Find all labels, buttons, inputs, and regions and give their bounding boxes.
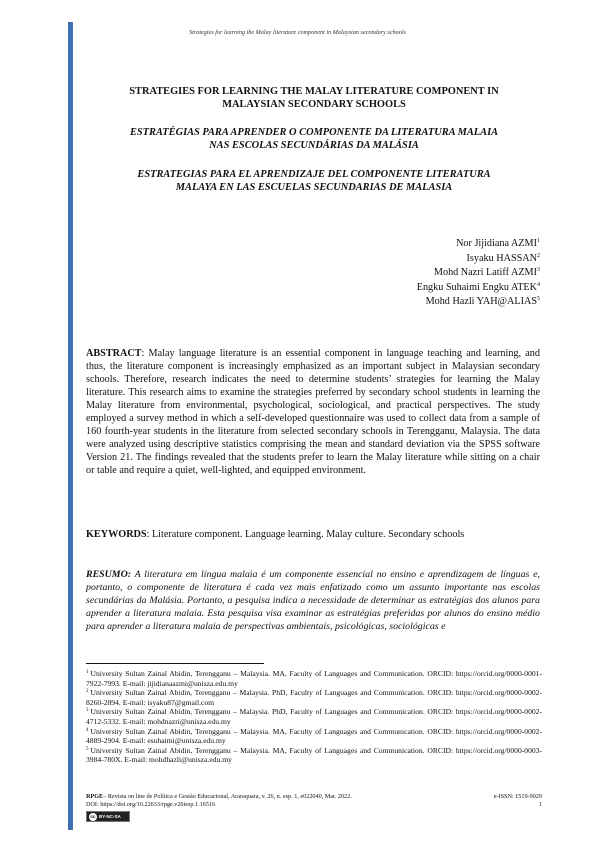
footnote-number: 3 xyxy=(86,708,89,714)
issn: e-ISSN: 1519-9029 xyxy=(493,793,542,800)
footnote-number: 1 xyxy=(86,670,89,675)
footnote-3 xyxy=(86,707,542,726)
author-3 xyxy=(417,266,540,281)
title-spanish-line-1: ESTRATEGIAS PARA EL APRENDIZAJE DEL COMPONENTE LITERATURA xyxy=(137,169,491,180)
title-english-line-1: STRATEGIES FOR LEARNING THE MALAY LITERATURE COMPONENT IN xyxy=(129,86,499,97)
footnote-divider xyxy=(86,663,264,664)
cc-license-badge[interactable] xyxy=(86,811,130,822)
keywords-label: KEYWORDS xyxy=(86,529,147,540)
journal-details: – Revista on line de Política e Gestão Educacional, Araraquara, v. 26, n. esp. 1, e022040, Mar. 2022. xyxy=(103,793,352,800)
author-name: Isyaku HASSAN xyxy=(466,252,537,264)
footnote-4 xyxy=(86,727,542,746)
footnote-text: University Sultan Zainal Abidin, Terengganu – Malaysia. MA, Faculty of Languages and Communication. ORCID: https://orcid.org/0000-0001-7922-7993. E-mail: jijidianaazmi@unisza.edu.my xyxy=(86,669,542,688)
title-spanish xyxy=(86,168,542,194)
author-1 xyxy=(417,237,540,252)
resumo xyxy=(86,568,540,633)
running-head: Strategies for learning the Malay literature component in Malaysian secondary schools xyxy=(189,29,406,36)
author-footnote-ref: 5 xyxy=(537,296,540,303)
resumo-label: RESUMO: xyxy=(86,569,131,580)
footnote-5 xyxy=(86,746,542,765)
title-english xyxy=(86,85,542,111)
journal-abbrev: RPGE xyxy=(86,793,104,800)
footnote-text: University Sultan Zainal Abidin, Terengganu – Malaysia. PhD, Faculty of Languages and Communication. ORCID: https://orcid.org/0000-0002-8260-2894. E-mail: isyaku87@gmail.com xyxy=(86,688,542,707)
footnote-number: 4 xyxy=(86,727,89,733)
title-portuguese xyxy=(86,126,542,152)
keywords xyxy=(86,528,540,541)
footnote-text: University Sultan Zainal Abidin, Terengganu – Malaysia. MA, Faculty of Languages and Communication. ORCID: https://orcid.org/0000-0003-3984-780X. E-mail: mohdhazli@unisza.edu.my xyxy=(86,745,542,765)
footnote-text: University Sultan Zainal Abidin, Terengganu – Malaysia. MA, Faculty of Languages and Communication. ORCID: https://orcid.org/0000-0002-4889-2904. E-mail: esuhaimi@unisza.edu.my xyxy=(86,726,542,746)
footnote-number: 5 xyxy=(86,746,89,752)
author-footnote-ref: 2 xyxy=(537,252,540,259)
author-list xyxy=(417,237,540,310)
author-name: Mohd Hazli YAH@ALIAS xyxy=(425,296,537,308)
title-english-line-2: MALAYSIAN SECONDARY SCHOOLS xyxy=(222,99,406,110)
keywords-text: : Literature component. Language learning. Malay culture. Secondary schools xyxy=(146,529,465,540)
footer-journal-row xyxy=(86,793,542,801)
author-footnote-ref: 1 xyxy=(537,238,540,244)
author-4 xyxy=(417,281,540,296)
doi-link[interactable]: DOI: https://doi.org/10.22633/rpge.v26iesp.1.16516 xyxy=(86,801,216,809)
creative-commons-icon: cc xyxy=(90,814,96,819)
footnotes xyxy=(86,669,542,765)
author-name: Mohd Nazri Latiff AZMI xyxy=(433,267,537,279)
author-name: Nor Jijidiana AZMI xyxy=(456,238,537,249)
page-footer xyxy=(86,793,542,810)
resumo-text: A literatura em língua malaia é um componente essencial no ensino e aprendizagem de línguas e, portanto, o componente de literatura é cada vez mais enfatizado como um assunto importante nas escolas secundárias da Malásia. Portanto, a pesquisa indica a necessidade de determinar as estratégias dos alunos para aprender a literatura malaia. Esta pesquisa visa examinar as estratégias preferidas por alunos do ensino médio para aprender a literatura malaia de perspectivas ambientais, psicológicas, sociológicas e xyxy=(86,569,540,633)
author-footnote-ref: 3 xyxy=(537,267,540,274)
page-number: 1 xyxy=(538,801,542,809)
abstract-text: : Malay language literature is an essential component in language teaching and learning, and thus, the literature component is increasingly emphasized as an important subject in Malaysian secondary schools. Therefore, research indicates the need to determine students’ strategies for learning the Malay literature. This research aims to examine the strategies preferred by secondary school students in learning the Malay literature from environmental, psychological, sociological, and practical perspectives. The study employed a survey method in which a self-developed questionnaire was used to collect data from a sample of 160 fourth-year students in the literature from selected secondary schools in Terengganu, Malaysia. The data were analyzed using descriptive statistics comprising the mean and standard deviation via the SPSS software Version 21. The findings revealed that the students prefer to learn the Malay literature while sitting on a chair or table and require a quiet, well-lighted, and equipped environment. xyxy=(86,348,540,476)
author-name: Engku Suhaimi Engku ATEK xyxy=(416,281,537,293)
title-portuguese-line-2: NAS ESCOLAS SECUNDÁRIAS DA MALÁSIA xyxy=(209,140,419,151)
author-footnote-ref: 4 xyxy=(537,281,540,288)
abstract-label: ABSTRACT xyxy=(86,348,142,359)
title-spanish-line-2: MALAYA EN LAS ESCUELAS SECUNDARIAS DE MALASIA xyxy=(175,182,453,193)
footnote-text: University Sultan Zainal Abidin, Terengganu – Malaysia. PhD, Faculty of Languages and Communication. ORCID: https://orcid.org/0000-0002-4712-5332. E-mail: mohdnazri@unisza.edu.my xyxy=(86,707,542,726)
journal-citation xyxy=(86,793,352,801)
footnote-number: 2 xyxy=(86,689,89,695)
accent-bar xyxy=(68,22,73,830)
license-label: BY-NC-SA xyxy=(99,814,121,819)
author-2 xyxy=(417,252,540,267)
abstract xyxy=(86,347,540,477)
title-portuguese-line-1: ESTRATÉGIAS PARA APRENDER O COMPONENTE DA LITERATURA MALAIA xyxy=(129,127,499,138)
author-5 xyxy=(417,295,540,310)
footer-doi-row xyxy=(86,801,542,809)
footnote-2 xyxy=(86,688,542,707)
footnote-1 xyxy=(86,669,542,688)
